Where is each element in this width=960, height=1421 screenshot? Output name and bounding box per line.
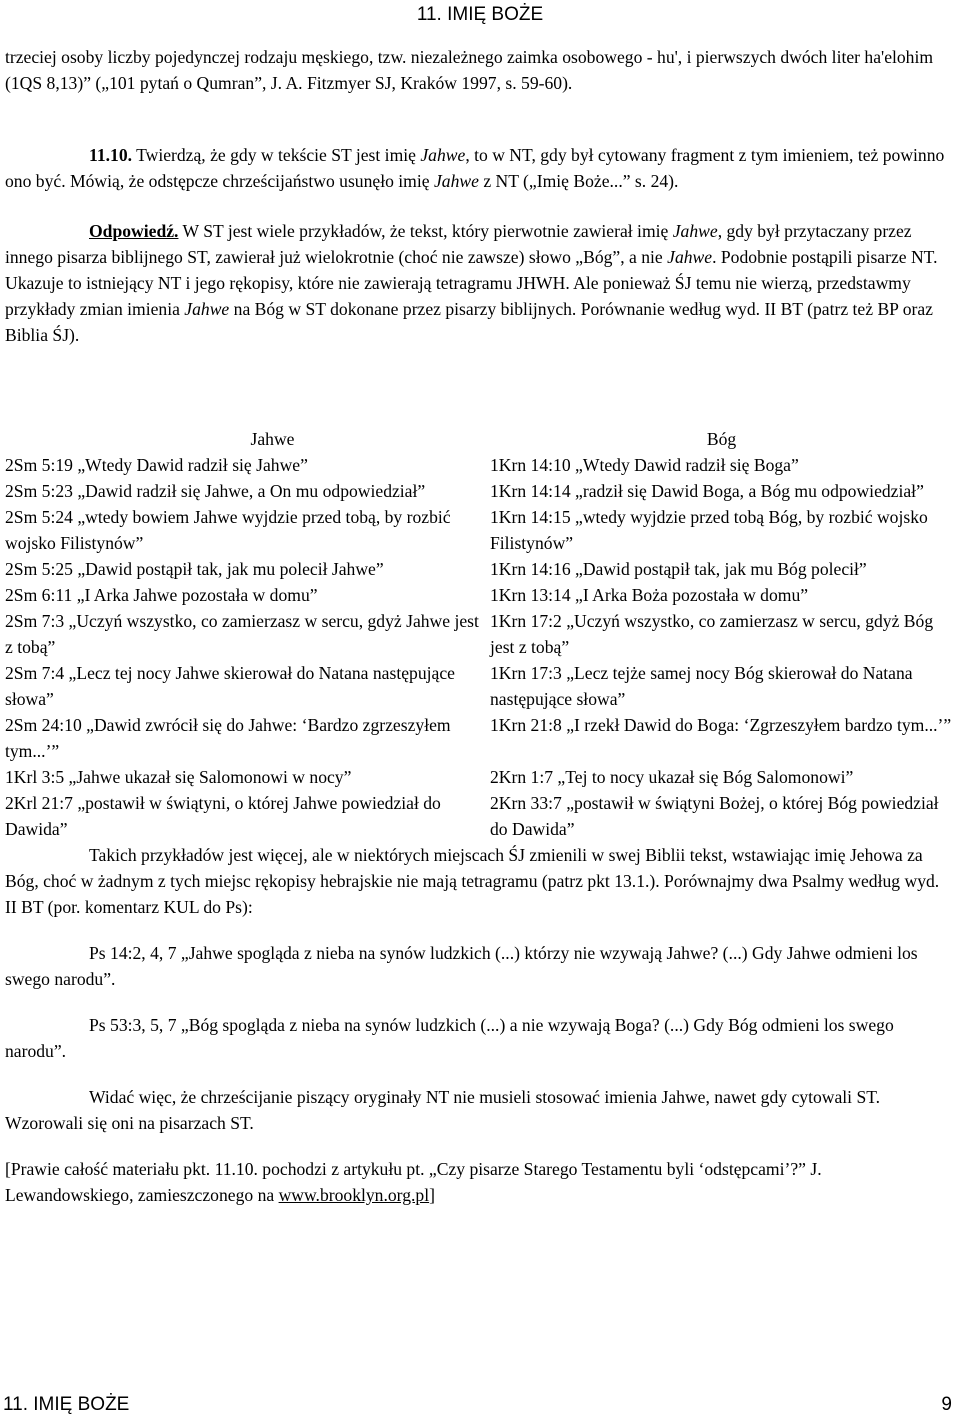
conclusion-paragraph: Widać więc, że chrześcijanie piszący oryginały NT nie musieli stosować imienia Jahwe, nawet gdy cytowali ST. Wzorowali się oni na pisarzach ST.: [5, 1087, 881, 1133]
left-cell: 2Sm 7:4 „Lecz tej nocy Jahwe skierował do Natana następujące słowa”: [5, 663, 455, 709]
right-cell: 1Krn 13:14 „I Arka Boża pozostała w domu”: [490, 585, 809, 605]
right-cell: 1Krn 21:8 „I rzekł Dawid do Boga: ‘Zgrzeszyłem bardzo tym...’”: [490, 715, 952, 735]
section-text: Twierdzą, że gdy w tekście ST jest imię: [132, 145, 421, 165]
right-cell: 1Krn 14:14 „radził się Dawid Boga, a Bóg mu odpowiedział”: [490, 481, 924, 501]
left-cell: 1Krl 3:5 „Jahwe ukazał się Salomonowi w nocy”: [5, 767, 352, 787]
source-link[interactable]: www.brooklyn.org.pl: [278, 1185, 430, 1205]
examples-paragraph: Takich przykładów jest więcej, ale w niektórych miejscach ŚJ zmienili w swej Biblii tekst, wstawiając imię Jehowa za Bóg, choć w żadnym z tych miejsc rękopisy hebrajskie nie mają tetragramu (patrz pkt 13.1.). Porównajmy dwa Psalmy według wyd. II BT (por. komentarz KUL do Ps):: [5, 845, 940, 917]
right-cell: 1Krn 17:3 „Lecz tejże samej nocy Bóg skierował do Natana następujące słowa”: [490, 663, 913, 709]
section-text: , to w NT, gdy był cytowany fragment z tym imieniem, też powinno ono być. Mówią, że odstępcze chrześcijaństwo usunęło imię: [5, 145, 945, 191]
left-cell: 2Sm 7:3 „Uczyń wszystko, co zamierzasz w sercu, gdyż Jahwe jest z tobą”: [5, 611, 479, 657]
left-cell: 2Sm 24:10 „Dawid zwrócił się do Jahwe: ‘Bardzo zgrzeszyłem tym...’”: [5, 715, 451, 761]
column-header-jahwe: Jahwe: [250, 429, 295, 449]
left-cell: 2Sm 5:23 „Dawid radził się Jahwe, a On mu odpowiedział”: [5, 481, 426, 501]
right-cell: 1Krn 17:2 „Uczyń wszystko, co zamierzasz w sercu, gdyż Bóg jest z tobą”: [490, 611, 934, 657]
document-body: [5, 44, 953, 1208]
right-cell: 1Krn 14:15 „wtedy wyjdzie przed tobą Bóg, by rozbić wojsko Filistynów”: [490, 507, 928, 553]
right-cell: 1Krn 14:10 „Wtedy Dawid radził się Boga”: [490, 455, 799, 475]
psalm-53-quote: Ps 53:3, 5, 7 „Bóg spogląda z nieba na synów ludzkich (...) a nie wzywają Boga? (...) Gdy Bóg odmieni los swego narodu”.: [5, 1015, 894, 1061]
section-number: 11.10.: [89, 145, 133, 165]
answer-text: , gdy był przytaczany przez innego pisarza biblijnego ST, zawierał już wielokrotnie (choć nie zawsze) słowo „Bóg”, a nie: [5, 221, 912, 267]
answer-text: . Podobnie postąpili pisarze NT. Ukazuje to istniejący NT i jego rękopisy, które nie zawierają tetragramu JHWH. Ale ponieważ ŚJ temu nie wierzą, przedstawmy przykłady zmian imienia: [5, 247, 938, 319]
jahwe-italic: Jahwe: [433, 171, 479, 191]
right-cell: 2Krn 1:7 „Tej to nocy ukazał się Bóg Salomonowi”: [490, 767, 854, 787]
source-text: ]: [429, 1185, 435, 1205]
left-cell: 2Krl 21:7 „postawił w świątyni, o której Jahwe powiedział do Dawida”: [5, 793, 441, 839]
jahwe-italic: Jahwe: [420, 145, 466, 165]
section-text: z NT („Imię Boże...” s. 24).: [478, 171, 679, 191]
left-cell: 2Sm 5:19 „Wtedy Dawid radził się Jahwe”: [5, 455, 308, 475]
jahwe-italic: Jahwe: [667, 247, 713, 267]
source-note: [5, 1156, 953, 1208]
right-cell: 2Krn 33:7 „postawił w świątyni Bożej, o której Bóg powiedział do Dawida”: [490, 793, 939, 839]
psalm-14-quote: Ps 14:2, 4, 7 „Jahwe spogląda z nieba na synów ludzkich (...) którzy nie wzywają Jahwe? (...) Gdy Jahwe odmieni los swego narodu”.: [5, 943, 918, 989]
comparison-table: [5, 426, 953, 842]
answer-text: W ST jest wiele przykładów, że tekst, który pierwotnie zawierał imię: [178, 221, 673, 241]
running-header: 11. IMIĘ BOŻE: [416, 4, 544, 25]
left-cell: 2Sm 5:24 „wtedy bowiem Jahwe wyjdzie przed tobą, by rozbić wojsko Filistynów”: [5, 507, 451, 553]
jahwe-italic: Jahwe: [672, 221, 718, 241]
left-cell: 2Sm 5:25 „Dawid postąpił tak, jak mu polecił Jahwe”: [5, 559, 384, 579]
answer-paragraph: [5, 218, 953, 348]
page-number: 9: [941, 1394, 952, 1415]
section-11-10-paragraph: [5, 142, 953, 194]
left-cell: 2Sm 6:11 „I Arka Jahwe pozostała w domu”: [5, 585, 318, 605]
right-cell: 1Krn 14:16 „Dawid postąpił tak, jak mu Bóg polecił”: [490, 559, 867, 579]
intro-paragraph: trzeciej osoby liczby pojedynczej rodzaju męskiego, tzw. niezależnego zaimka osobowego - hu', i pierwszych dwóch liter ha'elohim (1QS 8,13)” („101 pytań o Qumran”, J. A. Fitzmyer SJ, Kraków 1997, s. 59-60).: [5, 47, 934, 93]
source-text: [Prawie całość materiału pkt. 11.10. pochodzi z artykułu pt. „Czy pisarze Starego Testamentu byli ‘odstępcami’?” J. Lewandowskiego, zamieszczonego na: [5, 1159, 822, 1205]
jahwe-italic: Jahwe: [184, 299, 230, 319]
column-header-bog: Bóg: [706, 429, 737, 449]
answer-label: Odpowiedź.: [89, 221, 179, 241]
answer-text: na Bóg w ST dokonane przez pisarzy biblijnych. Porównanie według wyd. II BT (patrz też BP oraz Biblia ŚJ).: [5, 299, 933, 345]
running-footer: 11. IMIĘ BOŻE: [3, 1394, 130, 1415]
